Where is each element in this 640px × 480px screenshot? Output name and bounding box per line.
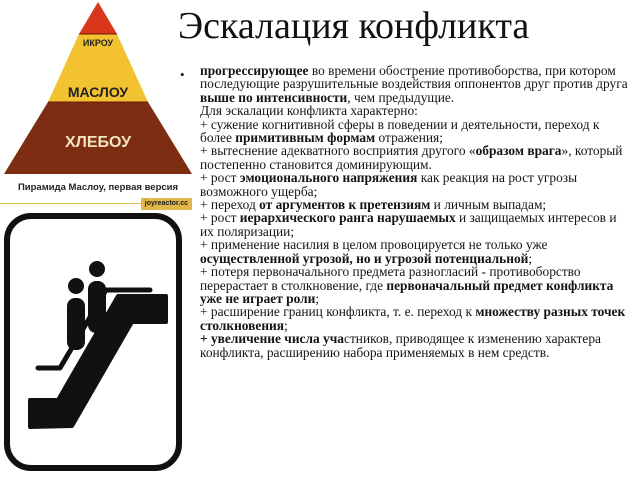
body-text xyxy=(200,64,632,359)
paragraph-text: ; xyxy=(528,250,533,266)
paragraph-text: ; xyxy=(315,290,320,306)
pyramid-level-top: ИКРОУ xyxy=(82,38,114,48)
paragraph-text: », который постепенно становится доминирующим. xyxy=(200,143,623,172)
emphasis-text: прогрессирующее xyxy=(200,63,309,78)
pyramid-level-middle: МАСЛОУ xyxy=(67,84,129,100)
person-front-body xyxy=(88,281,106,333)
paragraph-text: + рост xyxy=(200,210,240,226)
paragraph-text: стников, приводящее к изменению характера конфликта, расширению набора применяемых в нем средств. xyxy=(200,331,601,360)
paragraph-text: + переход xyxy=(200,197,260,213)
watermark: joyreactor.cc xyxy=(141,198,192,210)
emphasis-text: примитивным формам xyxy=(235,130,376,146)
emphasis-text: иерархического ранга нарушаемых xyxy=(239,210,456,226)
emphasis-text: выше по интенсивности xyxy=(200,89,348,105)
paragraph-text: , чем предыдущие. xyxy=(347,89,455,105)
paragraph-text: + сужение когнитивной сферы в поведении и деятельности, переход к более xyxy=(200,116,600,146)
maslow-pyramid-meme xyxy=(0,0,196,210)
paragraph-text: + расширение границ конфликта, т. е. переход к xyxy=(200,304,476,320)
person-back-head xyxy=(68,278,84,294)
escalator-icon xyxy=(0,212,188,474)
paragraph-text: ; xyxy=(284,317,288,333)
paragraph-text: + рост xyxy=(200,170,240,186)
emphasis-text: образом врага xyxy=(475,143,562,159)
person-front-head xyxy=(89,261,105,277)
emphasis-text: эмоционального напряжения xyxy=(239,170,418,186)
emphasis-text: первоначальный предмет конфликта уже не играет роли xyxy=(200,277,614,306)
paragraph-text: отражения; xyxy=(375,130,443,146)
paragraph-text: + вытеснение адекватного восприятия другого « xyxy=(200,143,476,159)
text-paragraph xyxy=(200,198,632,211)
page-title: Эскалация конфликта xyxy=(178,5,530,47)
text-paragraph xyxy=(200,332,632,359)
text-paragraph xyxy=(200,144,632,171)
emphasis-text: множеству разных точек столкновения xyxy=(200,304,626,333)
watermark-line xyxy=(0,203,150,204)
person-back-body xyxy=(67,298,85,350)
text-paragraph xyxy=(200,211,632,238)
text-paragraph xyxy=(200,265,632,305)
pyramid-level-bottom: ХЛЕБОУ xyxy=(64,134,132,151)
bullet-marker: • xyxy=(180,67,185,82)
emphasis-text: осуществленной угрозой, но и угрозой потенциальной xyxy=(200,250,529,266)
text-paragraph xyxy=(200,64,632,104)
paragraph-text: + потеря первоначального предмета разногласий - противоборство перерастает в столкновение, где xyxy=(200,264,581,293)
text-paragraph xyxy=(200,104,632,117)
emphasis-text: + увеличение числа уча xyxy=(200,331,345,347)
text-paragraph xyxy=(200,118,632,145)
paragraph-text: и защищаемых интересов и их поляризации; xyxy=(200,210,617,239)
paragraph-text: и личным выпадам; xyxy=(430,197,547,213)
paragraph-text: Для эскалации конфликта характерно: xyxy=(200,103,418,119)
paragraph-text: + применение насилия в целом провоцируется не только уже xyxy=(200,237,548,253)
pyramid-top-tier xyxy=(79,2,117,34)
text-paragraph xyxy=(200,238,632,265)
emphasis-text: от аргументов к претензиям xyxy=(259,197,431,213)
paragraph-text: во времени обострение противоборства, при котором последующие разрушительные воздействия оппонентов друг против друга xyxy=(200,63,628,92)
pyramid-caption: Пирамида Маслоу, первая версия xyxy=(17,182,179,193)
text-paragraph xyxy=(200,171,632,198)
paragraph-text: как реакция на рост угрозы возможного ущерба; xyxy=(200,170,578,199)
watermark-bar xyxy=(0,198,196,210)
text-paragraph xyxy=(200,305,632,332)
